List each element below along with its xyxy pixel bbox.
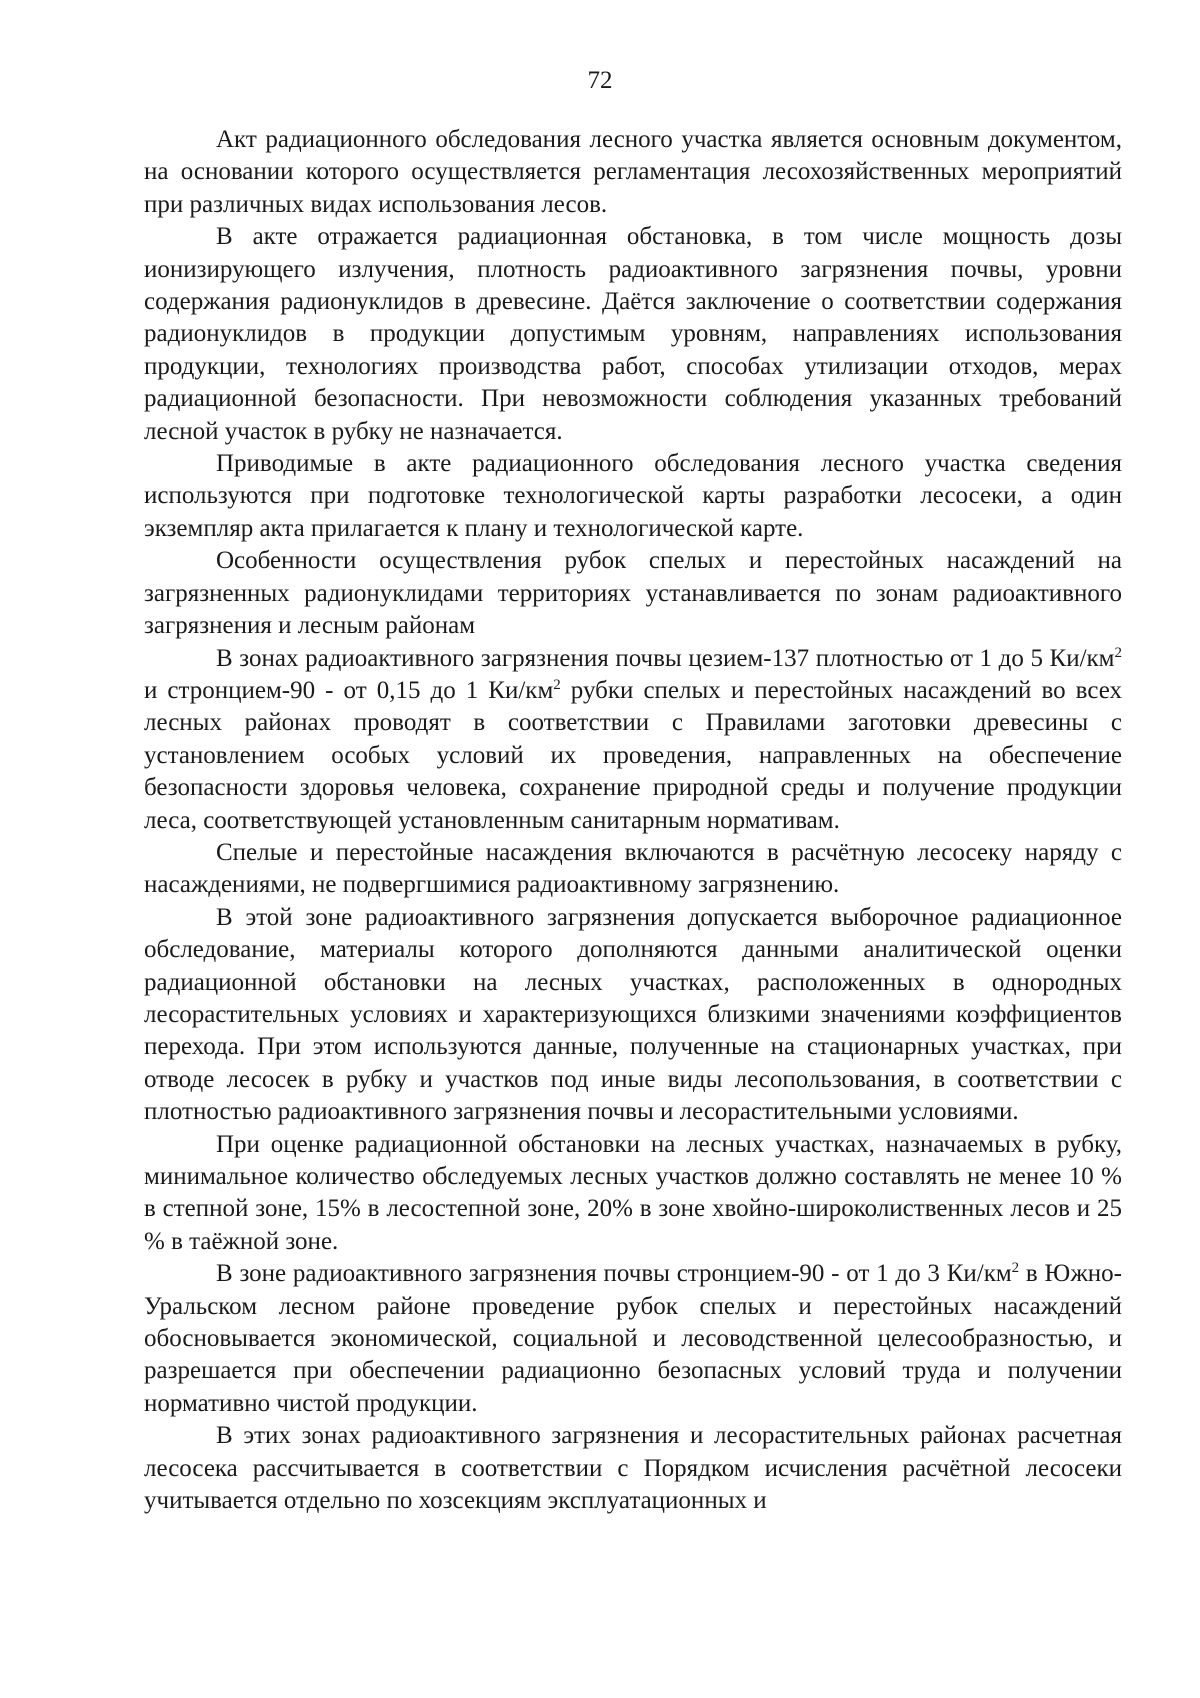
page-number: 72 (587, 67, 613, 94)
body-text (144, 124, 1122, 1517)
paragraph-south-ural-zone (144, 1258, 1122, 1420)
paragraph-radiation-situation: В акте отражается радиационная обстановка, в том числе мощность дозы ионизирующего излучения, плотность радиоактивного загрязнения почвы, уровни содержания радионуклидов в древесине. Даётся заключение о соответствии содержания радионуклидов в продукции допустимым уровням, направлениях использования продукции, технологиях производства работ, способах утилизации отходов, мерах радиационной безопасности. При невозможности соблюдения указанных требований лесной участок в рубку не назначается. (144, 223, 1122, 445)
paragraph-logging-features: Особенности осуществления рубок спелых и перестойных насаждений на загрязненных радионуклидами территориях устанавливается по зонам радиоактивного загрязнения и лесным районам (144, 547, 1122, 640)
paragraph-text-part: в Южно-Уральском лесном районе проведение рубок спелых и перестойных насаждений обосновывается экономической, социальной и лесоводственной целесообразностью, и разрешается при обеспечении радиационно безопасных условий труда и получении нормативно чистой продукции. (144, 1260, 1122, 1417)
paragraph-text-part: и стронцием-90 - от 0,15 до 1 Ки/км (144, 676, 554, 704)
paragraph-act-document: Акт радиационного обследования лесного участка является основным документом, на основании которого осуществляется регламентация лесохозяйственных мероприятий при различных видах использования лесов. (144, 126, 1122, 218)
paragraph-selective-survey: В этой зоне радиоактивного загрязнения допускается выборочное радиационное обследование, материалы которого дополняются данными аналитической оценки радиационной обстановки на лесных участках, расположенных в однородных лесорастительных условиях и характеризующихся близкими значениями коэффициентов перехода. При этом используются данные, полученные на стационарных участках, при отводе лесосек в рубку и участков под иные виды лесопользования, в соответствии с плотностью радиоактивного загрязнения почвы и лесорастительными условиями. (144, 903, 1122, 1126)
paragraph-allowable-cut: Спелые и перестойные насаждения включаются в расчётную лесосеку наряду с насаждениями, не подвергшимися радиоактивному загрязнению. (144, 838, 1122, 899)
paragraph-cut-calculation: В этих зонах радиоактивного загрязнения и лесорастительных районах расчетная лесосека рассчитывается в соответствии с Порядком исчисления расчётной лесосеки учитывается отдельно по хозсекциям эксплуатационных и (144, 1422, 1122, 1515)
superscript: 2 (553, 676, 561, 693)
paragraph-survey-minimum: При оценке радиационной обстановки на лесных участках, назначаемых в рубку, минимальное количество обследуемых лесных участков должно составлять не менее 10 % в степной зоне, 15% в лесостепной зоне, 20% в зоне хвойно-широколиственных лесов и 25 % в таёжной зоне. (144, 1130, 1122, 1255)
paragraph-cesium-strontium-zones (144, 643, 1122, 837)
paragraph-text-part: В зонах радиоактивного загрязнения почвы цезием-137 плотностью от 1 до 5 Ки/км (216, 644, 1115, 672)
paragraph-text-part: В зоне радиоактивного загрязнения почвы стронцием-90 - от 1 до 3 Ки/км (216, 1260, 1012, 1288)
paragraph-technological-map: Приводимые в акте радиационного обследования лесного участка сведения используются при подготовке технологической карты разработки лесосеки, а один экземпляр акта прилагается к плану и технологической карте. (144, 450, 1122, 542)
paragraph-text-part: рубки спелых и перестойных насаждений во всех лесных районах проводят в соответствии с Правилами заготовки древесины с установлением особых условий их проведения, направленных на обеспечение безопасности здоровья человека, сохранение природной среды и получение продукции леса, соответствующей установленным санитарным нормативам. (144, 676, 1122, 834)
superscript: 2 (1011, 1260, 1020, 1277)
superscript: 2 (1114, 644, 1122, 661)
